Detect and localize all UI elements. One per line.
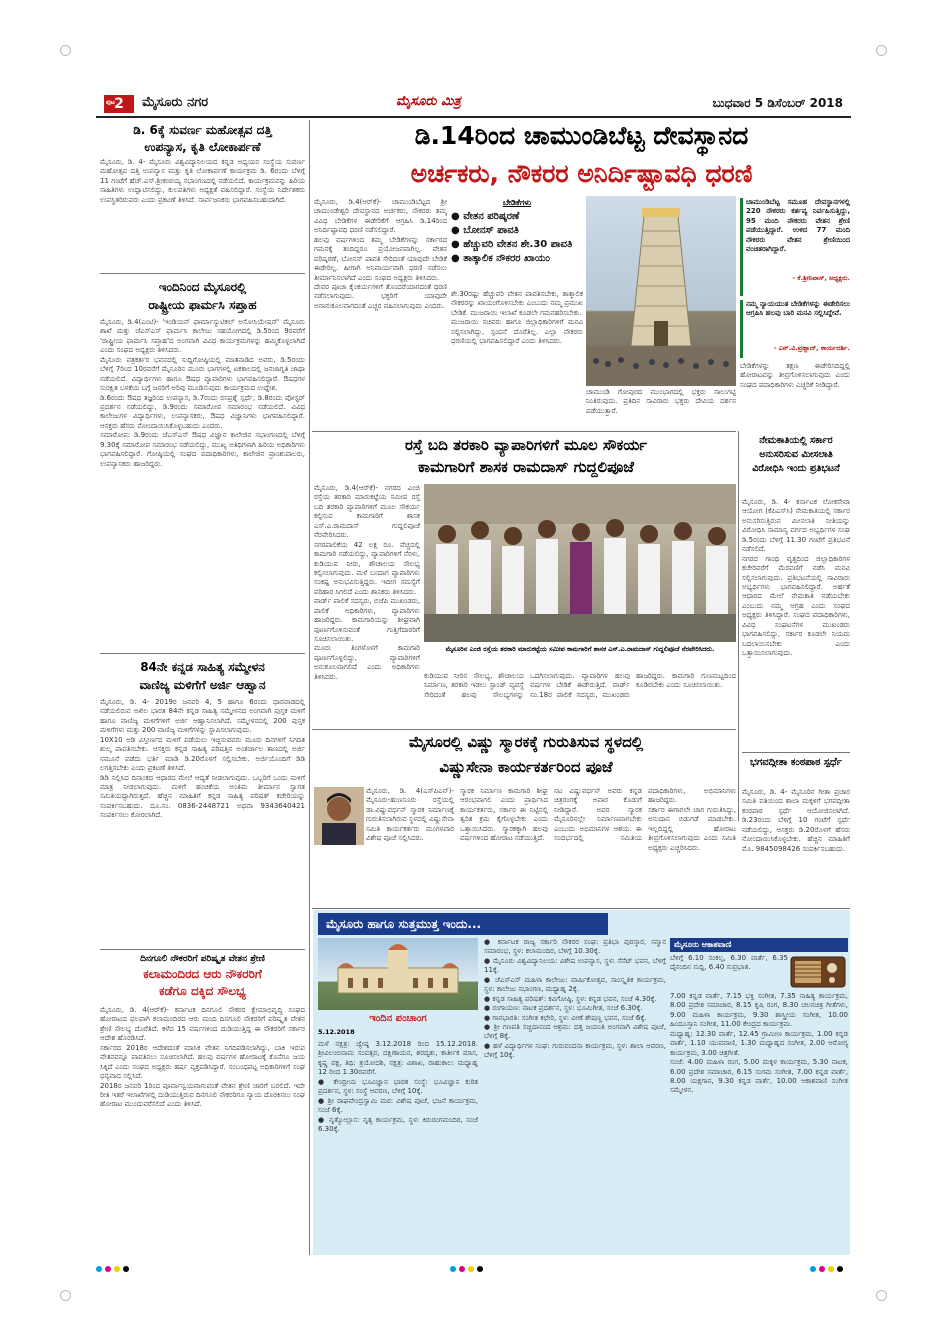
section-title: ಮೈಸೂರು ನಗರ: [142, 95, 209, 110]
divider: [100, 949, 305, 950]
mysore-palace-photo: [318, 938, 478, 1010]
radio-schedule: ಬೆಳಿಗ್ಗೆ 6.10 ಸಂಕಲ್ಪ, 6.30 ವಾರ್ತೆ, 6.35 ದೈನಂದಿನ ಸುದ್ದಿ, 6.40 ಸುಪ್ರಭಾತ.: [670, 954, 788, 972]
demands-box: [451, 198, 583, 286]
crowd-illustration: [424, 484, 736, 642]
temple-gopura-illustration: [586, 196, 736, 386]
story3-headline-1: ಮೈಸೂರಲ್ಲಿ ವಿಷ್ಣು ಸ್ಮಾರಕಕ್ಕೆ ಗುರುತಿಸುವ ಸ್ಥಳದಲ್ಲಿ: [408, 733, 644, 751]
lead-body-col1: ಮೈಸೂರು, ಡಿ.4(ಆರ್‌ಕೆ)- ಚಾಮುಂಡಿಬೆಟ್ಟದ ಶ್ರೀ ಚಾಮುಂಡೇಶ್ವರಿ ದೇವಸ್ಥಾನದ ಅರ್ಚಕರು, ನೌಕರರು ತಮ್ಮ ವಿವಿಧ ಬೇಡಿಕೆಗಳ ಈಡೇರಿಕೆಗೆ ಆಗ್ರಹಿಸಿ ಡಿ.14ರಿಂದ ಅನಿರ್ದಿಷ್ಟಾವಧಿ ಧರಣಿ ನಡೆಸಲಿದ್ದಾರೆ. ಹಲವು ವರ್ಷಗಳಿಂದ ತಮ್ಮ ಬೇಡಿಕೆಗಳನ್ನು ಸರ್ಕಾರದ ಗಮನಕ್ಕೆ ತಂದಿದ್ದರೂ ಪ್ರಯೋಜನವಾಗಿಲ್ಲ. ವೇತನ ಪರಿಷ್ಕರಣೆ, ಬೋನಸ್ ಪಾವತಿ ಸೇರಿದಂತೆ ಯಾವುದೇ ಬೇಡಿಕೆ ಈಡೇರಿಲ್ಲ. ಹೀಗಾಗಿ ಅನಿವಾರ್ಯವಾಗಿ ಧರಣಿ ನಡೆಸಲು ತೀರ್ಮಾನಿಸಲಾಗಿದೆ ಎಂದು ಸಂಘದ ಅಧ್ಯಕ್ಷರು ತಿಳಿಸಿದರು. ದೇವರ ಪೂಜಾ ಕೈಂಕರ್ಯಗಳಿಗೆ ತೊಂದರೆಯಾಗದಂತೆ ಧರಣಿ ನಡೆಸಲಾಗುವುದು. ಭಕ್ತರಿಗೆ ಯಾವುದೇ ಅನಾನುಕೂಲವಾಗದಂತೆ ಎಚ್ಚರ ವಹಿಸಲಾಗುವುದು ಎಂದರು.: [314, 198, 447, 310]
story2-headline-1: ರಸ್ತೆ ಬದಿ ತರಕಾರಿ ವ್ಯಾಪಾರಿಗಳಿಗೆ ಮೂಲ ಸೌಕರ್ಯ: [404, 436, 648, 454]
divider: [100, 653, 305, 654]
radio-header: ಮೈಸೂರು ಆಕಾಶವಾಣಿ: [670, 938, 848, 952]
quote-1-text: ಚಾಮುಂಡಿಬೆಟ್ಟ ಸಮೂಹ ದೇವಸ್ಥಾನಗಳಲ್ಲಿ 220 ನೌಕರರು ಕರ್ತವ್ಯ ನಿರ್ವಹಿಸುತ್ತಿದ್ದು, 95 ಮಂದಿ ನೌಕರರು ವೇತನ ಶ್ರೇಣಿ ಪಡೆಯುತ್ತಿದ್ದಾರೆ. ಉಳಿದ 77 ಮಂದಿ ನೌಕರರು ವೇತನ ಶ್ರೇಣಿಯಿಂದ ವಂಚಿತರಾಗಿದ್ದಾರೆ.: [746, 198, 850, 254]
left-headline-3: 84ನೇ ಕನ್ನಡ ಸಾಹಿತ್ಯ ಸಮ್ಮೇಳನ ವಾಣಿಜ್ಯ ಮಳಿಗೆಗೆ ಅರ್ಜಿ ಆಹ್ವಾನ: [139, 660, 266, 692]
radio-schedule-more: 7.00 ಕನ್ನಡ ವಾರ್ತೆ, 7.15 ಭಕ್ತಿ ಸಂಗೀತ, 7.35 ಸಾಹಿತ್ಯ ಕಾರ್ಯಕ್ರಮ, 8.00 ಪ್ರದೇಶ ಸಮಾಚಾರ, 8.15 ಕೃಷಿ ರಂಗ, 8.30 ಚಲನಚಿತ್ರ ಗೀತೆಗಳು, 9.00 ಮಹಿಳಾ ಕಾರ್ಯಕ್ರಮ, 9.30 ಶಾಸ್ತ್ರೀಯ ಸಂಗೀತ, 10.00 ಹಿಂದೂಸ್ತಾನಿ ಸಂಗೀತ, 11.00 ಕೇಂದ್ರದ ಕಾರ್ಯಕ್ರಮ. ಮಧ್ಯಾಹ್ನ: 12.30 ವಾರ್ತೆ, 12.45 ಗ್ರಾಮೀಣ ಕಾರ್ಯಕ್ರಮ, 1.00 ಕನ್ನಡ ವಾರ್ತೆ, 1.10 ಯುವವಾಣಿ, 1.30 ಮಧ್ಯಾಹ್ನದ ಸಂಗೀತ, 2.00 ಆರೋಗ್ಯ ಕಾರ್ಯಕ್ರಮ, 3.00 ಚಿತ್ರಗೀತೆ. ಸಂಜೆ: 4.00 ಮಹಿಳಾ ರಂಗ, 5.00 ಮಕ್ಕಳ ಕಾರ್ಯಕ್ರಮ, 5.30 ನಾಟಕ, 6.00 ಪ್ರದೇಶ ಸಮಾಚಾರ, 6.15 ಸುಗಮ ಸಂಗೀತ, 7.00 ಕನ್ನಡ ವಾರ್ತೆ, 8.00 ಯಕ್ಷಗಾನ, 9.30 ಕನ್ನಡ ವಾರ್ತೆ, 10.00 ಆಕಾಶವಾಣಿ ಸಂಗೀತ ಸಮ್ಮೇಳನ.: [670, 992, 848, 1095]
lead-headline-2: ಅರ್ಚಕರು, ನೌಕರರ ಅನಿರ್ದಿಷ್ಟಾವಧಿ ಧರಣಿ: [410, 159, 753, 188]
divider: [312, 729, 736, 730]
temple-photo: [586, 196, 736, 386]
radio-icon-graphic: [790, 954, 846, 988]
panchanga-body: ಮಳೆ ನಕ್ಷತ್ರ: ಜ್ಯೇಷ್ಠ 3.12.2018 ರಿಂದ 15.12.2018. ಶ್ರೀವಿಲಂಬಿನಾಮ ಸಂವತ್ಸರ, ದಕ್ಷಿಣಾಯನ, ಶರದೃತು, ಕಾರ್ತೀಕ ಮಾಸ, ಕೃಷ್ಣ ಪಕ್ಷ, ತಿಥಿ: ತ್ರಯೋದಶಿ, ನಕ್ಷತ್ರ: ವಿಶಾಖ, ರಾಹುಕಾಲ: ಮಧ್ಯಾಹ್ನ 12 ರಿಂದ 1.30ರವರೆಗೆ. ● ಕೇಂದ್ರೀಯ ಭೂವಿಜ್ಞಾನ ಭಾರತ ಸಂಸ್ಥೆ: ಭೂವಿಜ್ಞಾನ ಕುರಿತ ಪ್ರದರ್ಶನ, ಸ್ಥಳ: ಸಂಸ್ಥೆ ಆವರಣ, ಬೆಳಿಗ್ಗೆ 10ಕ್ಕೆ. ● ಶ್ರೀ ರಾಘವೇಂದ್ರಸ್ವಾಮಿ ಮಠ: ವಿಶೇಷ ಪೂಜೆ, ಭಜನೆ ಕಾರ್ಯಕ್ರಮ, ಸಂಜೆ 6ಕ್ಕೆ. ● ನೃತ್ಯೋಲ್ಲಾಸ: ನೃತ್ಯ ಕಾರ್ಯಕ್ರಮ, ಸ್ಥಳ: ಕಿರುರಂಗಮಂದಿರ, ಸಂಜೆ 6.30ಕ್ಕೆ.: [318, 1040, 478, 1133]
left-story-1-body: ಮೈಸೂರು, ಡಿ. 4- ಮೈಸೂರು ವಿಶ್ವವಿದ್ಯಾನಿಲಯದ ಕನ್ನಡ ಅಧ್ಯಯನ ಸಂಸ್ಥೆಯ ಸುವರ್ಣ ಮಹೋತ್ಸವ ದತ್ತಿ ಉಪನ್ಯಾಸ ಮತ್ತು ಕೃತಿ ಲೋಕಾರ್ಪಣೆ ಕಾರ್ಯಕ್ರಮ ಡಿ. 6ರಂದು ಬೆಳಿಗ್ಗೆ 11 ಗಂಟೆಗೆ ಹೆಚ್.ಎಸ್.ಶ್ರೀಕಂಠಯ್ಯ ಸಭಾಂಗಣದಲ್ಲಿ ನಡೆಯಲಿದೆ. ಕಾರ್ಯಕ್ರಮವನ್ನು ಹಿರಿಯ ಸಾಹಿತಿಗಳು ಉದ್ಘಾಟಿಸಲಿದ್ದು, ಕುಲಪತಿಗಳು ಅಧ್ಯಕ್ಷತೆ ವಹಿಸಲಿದ್ದಾರೆ. ಸಂಸ್ಥೆಯ ನಿರ್ದೇಶಕರು ಉಪಸ್ಥಿತರಿರುವರು ಎಂದು ಪ್ರಕಟಣೆ ತಿಳಿಸಿದೆ. ಸಾರ್ವಜನಿಕರು ಭಾಗವಹಿಸಬಹುದಾಗಿದೆ.: [100, 158, 305, 204]
radio-icon: [790, 954, 846, 988]
color-swatch: [114, 1266, 120, 1272]
demand-item: ● ಹೆಚ್ಚುವರಿ ವೇತನ ಶೇ.30 ಪಾವತಿ: [451, 239, 573, 251]
story3-body: ಮೈಸೂರು, ಡಿ. 4(ಎಸ್‌ಪಿಎನ್)- ಮೈಸೂರು-ಹುಣಸೂರು ರಸ್ತೆಯಲ್ಲಿ ಡಾ.ವಿಷ್ಣುವರ್ಧನ್ ಸ್ಮಾರಕ ನಿರ್ಮಾಣಕ್ಕೆ ಗುರುತಿಸಲಾಗಿರುವ ಸ್ಥಳದಲ್ಲಿ ವಿಷ್ಣುಸೇನಾ ಸಮಿತಿ ಕಾರ್ಯಕರ್ತರು ಮಂಗಳವಾರ ವಿಶೇಷ ಪೂಜೆ ಸಲ್ಲಿಸಿದರು. ಸ್ಮಾರಕ ನಿರ್ಮಾಣ ಕಾಮಗಾರಿ ಶೀಘ್ರ ಆರಂಭವಾಗಲಿ ಎಂದು ಪ್ರಾರ್ಥಿಸಿದ ಕಾರ್ಯಕರ್ತರು, ಸರ್ಕಾರ ಈ ನಿಟ್ಟಿನಲ್ಲಿ ತ್ವರಿತ ಕ್ರಮ ಕೈಗೊಳ್ಳಬೇಕು ಎಂದು ಒತ್ತಾಯಿಸಿದರು. ಸ್ಮಾರಕಕ್ಕಾಗಿ ಹಲವು ವರ್ಷಗಳಿಂದ ಹೋರಾಟ ನಡೆಯುತ್ತಿದೆ. ನಟ ವಿಷ್ಣುವರ್ಧನ್ ಅವರು ಕನ್ನಡ ಚಿತ್ರರಂಗಕ್ಕೆ ಅಪಾರ ಕೊಡುಗೆ ನೀಡಿದ್ದಾರೆ. ಅವರ ಸ್ಮಾರಕ ಮೈಸೂರಿನಲ್ಲೇ ನಿರ್ಮಾಣವಾಗಬೇಕು ಎಂಬುದು ಅಭಿಮಾನಿಗಳ ಆಶಯ. ಈ ಸಂದರ್ಭದಲ್ಲಿ ಸಮಿತಿಯ ಪದಾಧಿಕಾರಿಗಳು, ಅಭಿಮಾನಿಗಳು ಹಾಜರಿದ್ದರು. ಸರ್ಕಾರ ಈಗಾಗಲೇ ಜಾಗ ಗುರುತಿಸಿದ್ದು, ಅನುದಾನ ಬಿಡುಗಡೆ ಮಾಡಬೇಕು. ಇಲ್ಲದಿದ್ದಲ್ಲಿ ಹೋರಾಟ ತೀವ್ರಗೊಳಿಸಲಾಗುವುದು ಎಂದು ಸಮಿತಿ ಅಧ್ಯಕ್ಷರು ಎಚ್ಚರಿಸಿದರು.: [366, 787, 736, 852]
lead-body-col3: ಚಾಮುಂಡಿ ಗೋಪುರದ ಮುಂಭಾಗದಲ್ಲಿ ಭಕ್ತರು ಸಾಲುಗಟ್ಟಿ ನಿಂತಿರುವುದು. ಪ್ರತಿದಿನ ಸಾವಿರಾರು ಭಕ್ತರು ದೇವಿಯ ದರ್ಶನ ಪಡೆಯುತ್ತಾರೆ.: [586, 388, 736, 415]
divider: [742, 752, 850, 753]
quote-2-text: ನಮ್ಮ ನ್ಯಾಯಯುತ ಬೇಡಿಕೆಗಳನ್ನು ಈಡೇರಿಸಲು ಆಗ್ರಹಿಸಿ ಹಲವು ಬಾರಿ ಮನವಿ ಸಲ್ಲಿಸಿದ್ದೇವೆ.: [746, 300, 850, 318]
right-story-2-body: ಮೈಸೂರು, ಡಿ. 4- ಮೈಸೂರಿನ ಗೀತಾ ಪ್ರಚಾರ ಸಮಿತಿ ವತಿಯಿಂದ ಶಾಲಾ ಮಕ್ಕಳಿಗೆ ಭಗವದ್ಗೀತಾ ಕಂಠಪಾಠ ಸ್ಪರ್ಧೆ ಆಯೋಜಿಸಲಾಗಿದೆ. ಡಿ.23ರಂದು ಬೆಳಿಗ್ಗೆ 10 ಗಂಟೆಗೆ ಸ್ಪರ್ಧೆ ನಡೆಯಲಿದ್ದು, ಆಸಕ್ತರು ಡಿ.20ರೊಳಗೆ ಹೆಸರು ನೋಂದಾಯಿಸಿಕೊಳ್ಳಬೇಕು. ಹೆಚ್ಚಿನ ಮಾಹಿತಿಗೆ ಮೊ. 9845098426 ಸಂಪರ್ಕಿಸಬಹುದು.: [742, 788, 850, 853]
divider: [312, 431, 736, 432]
demands-title: ಬೇಡಿಕೆಗಳು: [502, 198, 532, 207]
color-swatch: [123, 1266, 129, 1272]
registration-mark: [60, 45, 71, 56]
registration-mark: [60, 1290, 71, 1301]
story2-headline-2: ಕಾಮಗಾರಿಗೆ ಶಾಸಕ ರಾಮದಾಸ್ ಗುದ್ದಲಿಪೂಜೆ: [418, 458, 634, 476]
demand-item: ● ವೇತನ ಪರಿಷ್ಕರಣೆ: [451, 211, 520, 223]
header-rule: [96, 116, 851, 118]
portrait-illustration: [314, 787, 364, 845]
demand-item: ● ಬೋನಸ್ ಪಾವತಿ: [451, 225, 519, 237]
color-swatch: [105, 1266, 111, 1272]
registration-mark: [876, 1290, 887, 1301]
color-swatch: [819, 1266, 825, 1272]
left-story-2-body: ಮೈಸೂರು, ಡಿ.4(ಎಂಟಿ)- 'ಇಂಡಿಯನ್ ಫಾರ್ಮಾಸ್ಯುಟಿಕಲ್ ಅಸೋಸಿಯೇಷನ್' ಮೈಸೂರು ಶಾಖೆ ಮತ್ತು ಜೆಎಸ್‌ಎಸ್ ಫಾರ್ಮಸಿ ಕಾಲೇಜು ಸಹಯೋಗದಲ್ಲಿ ಡಿ.5ರಿಂದ 9ರವರೆಗೆ 'ರಾಷ್ಟ್ರೀಯ ಫಾರ್ಮಸಿ ಸಪ್ತಾಹ'ದ ಅಂಗವಾಗಿ ವಿವಿಧ ಕಾರ್ಯಕ್ರಮಗಳನ್ನು ಹಮ್ಮಿಕೊಳ್ಳಲಾಗಿದೆ ಎಂದು ಸಂಘದ ಅಧ್ಯಕ್ಷರು ತಿಳಿಸಿದರು. ಮೈಸೂರು ಪತ್ರಕರ್ತರ ಭವನದಲ್ಲಿ ಸುದ್ದಿಗೋಷ್ಠಿಯಲ್ಲಿ ಮಾತನಾಡಿದ ಅವರು, ಡಿ.5ರಂದು ಬೆಳಿಗ್ಗೆ 7ರಿಂದ 10ರವರೆಗೆ ಮೈಸೂರಿನ ಮೂರು ಭಾಗಗಳಲ್ಲಿ ಏಕಕಾಲದಲ್ಲಿ ಜನಜಾಗೃತಿ ಜಾಥಾ ನಡೆಯಲಿದೆ. ವಿದ್ಯಾರ್ಥಿಗಳು ಹಾಗೂ ಔಷಧ ವ್ಯಾಪಾರಿಗಳು ಭಾಗವಹಿಸಲಿದ್ದಾರೆ. ಔಷಧಗಳ ಸುರಕ್ಷಿತ ಬಳಕೆಯ ಬಗ್ಗೆ ಜನರಿಗೆ ಅರಿವು ಮೂಡಿಸುವುದು ಕಾರ್ಯಕ್ರಮದ ಉದ್ದೇಶ. ಡಿ.6ರಂದು ಔಷಧ ತಜ್ಞರಿಂದ ಉಪನ್ಯಾಸ, ಡಿ.7ರಂದು ರಸಪ್ರಶ್ನೆ ಸ್ಪರ್ಧೆ, ಡಿ.8ರಂದು ಪೋಸ್ಟರ್ ಪ್ರದರ್ಶನ ನಡೆಯಲಿದ್ದು, ಡಿ.9ರಂದು ಸಮಾರೋಪ ಸಮಾರಂಭ ನಡೆಯಲಿದೆ. ವಿವಿಧ ಕಾಲೇಜುಗಳ ವಿದ್ಯಾರ್ಥಿಗಳು, ಉಪನ್ಯಾಸಕರು, ಔಷಧ ವಿಜ್ಞಾನಿಗಳು ಭಾಗವಹಿಸಲಿದ್ದಾರೆ. ಆಸಕ್ತರು ಹೆಸರು ನೋಂದಾಯಿಸಿಕೊಳ್ಳಬಹುದು ಎಂದರು. ಸಮಾರೋಪ: ಡಿ.9ರಂದು ಜೆಎಸ್‌ಎಸ್ ಔಷಧ ವಿಜ್ಞಾನ ಕಾಲೇಜಿನ ಸಭಾಂಗಣದಲ್ಲಿ ಬೆಳಿಗ್ಗೆ 9.30ಕ್ಕೆ ಸಮಾರೋಪ ಸಮಾರಂಭ ನಡೆಯಲಿದ್ದು, ಮುಖ್ಯ ಅತಿಥಿಗಳಾಗಿ ಹಿರಿಯ ಅಧಿಕಾರಿಗಳು ಭಾಗವಹಿಸಲಿದ್ದಾರೆ. ಗೋಷ್ಠಿಯಲ್ಲಿ ಸಂಘದ ಪದಾಧಿಕಾರಿಗಳು, ಕಾಲೇಜಿನ ಪ್ರಾಂಶುಪಾಲರು, ಉಪನ್ಯಾಸಕರು ಹಾಜರಿದ್ದರು.: [100, 318, 305, 468]
color-swatch: [459, 1266, 465, 1272]
demand-item: ● ತಾತ್ಕಾಲಿಕ ನೌಕರರ ಖಾಯಂ: [451, 253, 550, 265]
color-bar-right: [810, 1266, 843, 1272]
page-number-badge: ಪುಟ 2: [104, 95, 134, 113]
lead-body-col2: ಶೇ.30ರಷ್ಟು ಹೆಚ್ಚುವರಿ ವೇತನ ಪಾವತಿಸಬೇಕು, ತಾತ್ಕಾಲಿಕ ನೌಕರರನ್ನು ಖಾಯಂಗೊಳಿಸಬೇಕು ಎಂಬುದು ನಮ್ಮ ಪ್ರಮುಖ ಬೇಡಿಕೆ. ಮುಜರಾಯಿ ಇಲಾಖೆ ಕೂಡಲೇ ಗಮನಹರಿಸಬೇಕು. ಮುಜರಾಯಿ ಸಚಿವರು ಹಾಗೂ ಜಿಲ್ಲಾಧಿಕಾರಿಗಳಿಗೆ ಮನವಿ ಸಲ್ಲಿಸಲಾಗಿದ್ದು, ಸ್ಪಂದನೆ ದೊರೆತಿಲ್ಲ. ಎಲ್ಲಾ ನೌಕರರು ಧರಣಿಯಲ್ಲಿ ಭಾಗವಹಿಸಲಿದ್ದಾರೆ ಎಂದು ತಿಳಿಸಿದರು.: [451, 290, 583, 346]
left-story-3-body: ಮೈಸೂರು, ಡಿ. 4- 2019ರ ಜನವರಿ 4, 5 ಹಾಗೂ 6ರಂದು ಧಾರವಾಡದಲ್ಲಿ ನಡೆಯಲಿರುವ ಅಖಿಲ ಭಾರತ 84ನೇ ಕನ್ನಡ ಸಾಹಿತ್ಯ ಸಮ್ಮೇಳನದ ಅಂಗವಾಗಿ ಪುಸ್ತಕ ಮಳಿಗೆ ಹಾಗೂ ವಾಣಿಜ್ಯ ಮಳಿಗೆಗಳಿಗೆ ಅರ್ಜಿ ಆಹ್ವಾನಿಸಲಾಗಿದೆ. ಸಮ್ಮೇಳನದಲ್ಲಿ 200 ಪುಸ್ತಕ ಮಳಿಗೆಗಳು ಮತ್ತು 200 ವಾಣಿಜ್ಯ ಮಳಿಗೆಗಳನ್ನು ಸ್ಥಾಪಿಸಲಾಗುವುದು. 10X10 ಅಡಿ ವಿಸ್ತೀರ್ಣದ ಮಳಿಗೆ ಪಡೆಯಲು ಇಚ್ಛಿಸುವವರು ಮೂರು ದಿನಗಳಿಗೆ ನಿಗದಿತ ಶುಲ್ಕ ಪಾವತಿಸಬೇಕು. ಆಸಕ್ತರು ಕನ್ನಡ ಸಾಹಿತ್ಯ ಪರಿಷತ್ತಿನ ಅಂತರ್ಜಾಲ ತಾಣದಲ್ಲಿ ಅರ್ಜಿ ನಮೂನೆ ಪಡೆದು ಭರ್ತಿ ಮಾಡಿ ಡಿ.20ರೊಳಗೆ ಸಲ್ಲಿಸಬೇಕು. ಅರ್ಜಿಯೊಂದಿಗೆ ಡಿಡಿ ಲಗತ್ತಿಸಬೇಕು ಎಂದು ಪ್ರಕಟಣೆ ತಿಳಿಸಿದೆ. ಡಿಡಿ ಸಲ್ಲಿಸಿದ ದಿನಾಂಕದ ಆಧಾರದ ಮೇಲೆ ಆದ್ಯತೆ ನೀಡಲಾಗುವುದು. ಒಬ್ಬರಿಗೆ ಒಂದು ಮಳಿಗೆ ಮಾತ್ರ ನೀಡಲಾಗುವುದು. ಮಳಿಗೆ ಹಂಚಿಕೆಯ ಅಂತಿಮ ತೀರ್ಮಾನ ಸ್ವಾಗತ ಸಮಿತಿಯದ್ದಾಗಿರುತ್ತದೆ. ಹೆಚ್ಚಿನ ಮಾಹಿತಿಗೆ ಕನ್ನಡ ಸಾಹಿತ್ಯ ಪರಿಷತ್ ಕಚೇರಿಯನ್ನು ಸಂಪರ್ಕಿಸಬಹುದು. ದೂ.ಸಂ. 0836-2448721 ಅಥವಾ 9343640421 ಸಂಪರ್ಕಿಸಲು ಕೋರಲಾಗಿದೆ.: [100, 698, 305, 820]
groundbreaking-photo: [424, 484, 736, 642]
left-headline-2: ಇಂದಿನಿಂದ ಮೈಸೂರಲ್ಲಿ ರಾಷ್ಟ್ರೀಯ ಫಾರ್ಮಸಿ ಸಪ್ತಾಹ: [148, 280, 257, 312]
right-story-1-body: ಮೈಸೂರು, ಡಿ. 4- ಕರ್ನಾಟಕ ಲೋಕಸೇವಾ ಆಯೋಗ (ಕೆಪಿಎಸ್‌ಸಿ) ನೇಮಕಾತಿಯಲ್ಲಿ ಸರ್ಕಾರ ಅನುಸರಿಸುತ್ತಿರುವ ಮೀಸಲಾತಿ ನೀತಿಯನ್ನು ವಿರೋಧಿಸಿ ಸಾಮಾನ್ಯ ವರ್ಗದ ಅಭ್ಯರ್ಥಿಗಳ ಸಂಘ ಡಿ.5ರಂದು ಬೆಳಿಗ್ಗೆ 11.30 ಗಂಟೆಗೆ ಪ್ರತಿಭಟನೆ ನಡೆಸಲಿದೆ. ನಗರದ ಗಾಂಧಿ ವೃತ್ತದಿಂದ ಜಿಲ್ಲಾಧಿಕಾರಿಗಳ ಕಚೇರಿವರೆಗೆ ಮೆರವಣಿಗೆ ನಡೆಸಿ ಮನವಿ ಸಲ್ಲಿಸಲಾಗುವುದು. ಪ್ರತಿಭಟನೆಯಲ್ಲಿ ಸಾವಿರಾರು ಅಭ್ಯರ್ಥಿಗಳು ಭಾಗವಹಿಸಲಿದ್ದಾರೆ. ಅರ್ಹತೆ ಆಧಾರದ ಮೇಲೆ ನೇಮಕಾತಿ ನಡೆಯಬೇಕು ಎಂಬುದು ನಮ್ಮ ಆಗ್ರಹ ಎಂದು ಸಂಘದ ಅಧ್ಯಕ್ಷರು ತಿಳಿಸಿದ್ದಾರೆ. ಸಂಘದ ಪದಾಧಿಕಾರಿಗಳು, ವಿವಿಧ ಸಂಘಟನೆಗಳ ಮುಖಂಡರು ಭಾಗವಹಿಸಲಿದ್ದು, ಸರ್ಕಾರ ಕೂಡಲೇ ನಿಯಮ ಬದಲಾಯಿಸಬೇಕು ಎಂದು ಒತ್ತಾಯಿಸಲಾಗುವುದು.: [742, 498, 850, 657]
right-headline-2: ಭಗವದ್ಗೀತಾ ಕಂಠಪಾಠ ಸ್ಪರ್ಧೆ: [750, 757, 842, 768]
color-swatch: [468, 1266, 474, 1272]
color-swatch: [828, 1266, 834, 1272]
story2-body-left: ಮೈಸೂರು, ಡಿ.4(ಆರ್‌ಕೆ)- ನಗರದ ಎಂಜಿ ರಸ್ತೆಯ ತರಕಾರಿ ಮಾರುಕಟ್ಟೆಯ ಸಮೀಪ ರಸ್ತೆ ಬದಿ ತರಕಾರಿ ವ್ಯಾಪಾರಿಗಳಿಗೆ ಮೂಲ ಸೌಕರ್ಯ ಕಲ್ಪಿಸುವ ಕಾಮಗಾರಿಗೆ ಶಾಸಕ ಎಸ್.ಎ.ರಾಮದಾಸ್ ಗುದ್ದಲಿಪೂಜೆ ನೆರವೇರಿಸಿದರು. ನಗರಪಾಲಿಕೆಯ 42 ಲಕ್ಷ ರೂ. ವೆಚ್ಚದಲ್ಲಿ ಕಾಮಗಾರಿ ನಡೆಯಲಿದ್ದು, ವ್ಯಾಪಾರಿಗಳಿಗೆ ನೆರಳು, ಕುಡಿಯುವ ನೀರು, ಶೌಚಾಲಯ ಸೌಲಭ್ಯ ಕಲ್ಪಿಸಲಾಗುವುದು. ಮಳೆ ಬಂದಾಗ ವ್ಯಾಪಾರಿಗಳು ಸಂಕಷ್ಟ ಅನುಭವಿಸುತ್ತಿದ್ದರು. ಇದೀಗ ಸಮಸ್ಯೆಗೆ ಪರಿಹಾರ ಸಿಗಲಿದೆ ಎಂದು ಶಾಸಕರು ತಿಳಿಸಿದರು. ವಾರ್ಡ್ ಪಾಲಿಕೆ ಸದಸ್ಯರು, ಬಿಜೆಪಿ ಮುಖಂಡರು, ಪಾಲಿಕೆ ಅಧಿಕಾರಿಗಳು, ವ್ಯಾಪಾರಿಗಳು ಹಾಜರಿದ್ದರು. ಕಾಮಗಾರಿಯನ್ನು ಶೀಘ್ರವಾಗಿ ಪೂರ್ಣಗೊಳಿಸುವಂತೆ ಗುತ್ತಿಗೆದಾರರಿಗೆ ಸೂಚಿಸಲಾಯಿತು. ಮೂರು ತಿಂಗಳೊಳಗೆ ಕಾಮಗಾರಿ ಪೂರ್ಣಗೊಳ್ಳಲಿದ್ದು, ವ್ಯಾಪಾರಿಗಳಿಗೆ ಅನುಕೂಲವಾಗಲಿದೆ ಎಂದು ಅಧಿಕಾರಿಗಳು ತಿಳಿಸಿದರು.: [314, 484, 420, 681]
panchanga-date: 5.12.2018: [318, 1028, 355, 1036]
left-story-4-body: ಮೈಸೂರು, ಡಿ. 4(ಆರ್‌ಕೆ)- ಕರ್ನಾಟಕ ದಿನಗೂಲಿ ನೌಕರರ ಕ್ಷೇಮಾಭಿವೃದ್ಧಿ ಸಂಘದ ಹೋರಾಟದ ಫಲವಾಗಿ ಕಲಾಮಂದಿರದ ಆರು ಮಂದಿ ದಿನಗೂಲಿ ನೌಕರರಿಗೆ ಪರಿಷ್ಕೃತ ವೇತನ ಶ್ರೇಣಿ ಸೌಲಭ್ಯ ದೊರೆತಿದೆ. ಕಳೆದ 15 ವರ್ಷಗಳಿಂದ ದುಡಿಯುತ್ತಿದ್ದ ಈ ನೌಕರರಿಗೆ ಸರ್ಕಾರ ಆದೇಶ ಹೊರಡಿಸಿದೆ. ಸರ್ಕಾರದ 2018ರ ಆದೇಶದಂತೆ ಮಾಸಿಕ ವೇತನ ನಿಗದಿಪಡಿಸಲಾಗಿದ್ದು, ಬಾಕಿ ಇರುವ ವೇತನವನ್ನೂ ಪಾವತಿಸಲು ಸೂಚಿಸಲಾಗಿದೆ. ಹಲವು ವರ್ಷಗಳ ಹೋರಾಟಕ್ಕೆ ಕೊನೆಗೂ ಜಯ ಸಿಕ್ಕಿದೆ ಎಂದು ಸಂಘದ ಅಧ್ಯಕ್ಷರು ಹರ್ಷ ವ್ಯಕ್ತಪಡಿಸಿದ್ದಾರೆ. ಸಂಬಂಧಪಟ್ಟ ಅಧಿಕಾರಿಗಳಿಗೆ ಸಂಘ ಧನ್ಯವಾದ ಸಲ್ಲಿಸಿದೆ. 2018ರ ಜನವರಿ 1ರಿಂದ ಪೂರ್ವಾನ್ವಯವಾಗುವಂತೆ ವೇತನ ಶ್ರೇಣಿ ಜಾರಿಗೆ ಬರಲಿದೆ. ಇದೇ ರೀತಿ ಇತರೆ ಇಲಾಖೆಗಳಲ್ಲಿ ದುಡಿಯುತ್ತಿರುವ ದಿನಗೂಲಿ ನೌಕರರಿಗೂ ನ್ಯಾಯ ದೊರಕಿಸಲು ಸಂಘ ಹೋರಾಟ ಮುಂದುವರೆಸಲಿದೆ ಎಂದು ತಿಳಿಸಿದೆ.: [100, 1006, 305, 1109]
issue-date: ಬುಧವಾರ 5 ಡಿಸೆಂಬರ್ 2018: [712, 96, 843, 110]
lead-headline-1: ಡಿ.14ರಿಂದ ಚಾಮುಂಡಿಬೆಟ್ಟ ದೇವಸ್ಥಾನದ: [414, 121, 749, 150]
groundbreaking-photo-caption: ಮೈಸೂರಿನ ಎಂಜಿ ರಸ್ತೆಯ ತರಕಾರಿ ಮಾರುಕಟ್ಟೆಯ ಸಮೀಪ ಕಾಮಗಾರಿಗೆ ಶಾಸಕ ಎಸ್.ಎ.ರಾಮದಾಸ್ ಗುದ್ದಲಿಪೂಜೆ ನೆರವೇರಿಸಿದರು.: [445, 645, 715, 653]
page-header: [96, 92, 851, 116]
right-headline-1: ನೇಮಕಾತಿಯಲ್ಲಿ ಸರ್ಕಾರ ಅನುಸರಿಸುವ ಮೀಸಲಾತಿ ವಿರೋಧಿಸಿ ಇಂದು ಪ್ರತಿಭಟನೆ: [752, 435, 840, 474]
left-headline-1: ಡಿ. 6ಕ್ಕೆ ಸುವರ್ಣ ಮಹೋತ್ಸವ ದತ್ತಿ ಉಪನ್ಯಾಸ, ಕೃತಿ ಲೋಕಾರ್ಪಣೆ: [133, 123, 272, 154]
story2-body-right: ಕುಡಿಯುವ ನೀರಿನ ಸೌಲಭ್ಯ, ಶೌಚಾಲಯ ನಿರ್ಮಾಣ, ತರಕಾರಿ ಇಡಲು ಸ್ಟಾಂಡ್ ವ್ಯವಸ್ಥೆ ಸೇರಿದಂತೆ ಹಲವು ಸೌಲಭ್ಯಗಳನ್ನು ಒದಗಿಸಲಾಗುವುದು. ವ್ಯಾಪಾರಿಗಳ ಹಲವು ವರ್ಷಗಳ ಬೇಡಿಕೆ ಈಡೇರುತ್ತಿದೆ. ವಾರ್ಡ್ ನಂ.18ರ ಪಾಲಿಕೆ ಸದಸ್ಯರು, ಮುಖಂಡರು ಹಾಜರಿದ್ದರು. ಕಾಮಗಾರಿ ಗುಣಮಟ್ಟದಿಂದ ಕೂಡಿರಬೇಕು ಎಂದು ಸೂಚಿಸಲಾಯಿತು.: [424, 672, 736, 699]
divider: [312, 908, 850, 909]
quote-1-attribution: - ಕೆ.ಶ್ರೀನಿವಾಸ್, ಅಧ್ಯಕ್ಷರು.: [792, 274, 850, 282]
quote-2-attribution: - ಎನ್.ವಿ.ಪ್ರಹ್ಲಾದ್, ಕಾರ್ಯದರ್ಶಿ.: [773, 344, 850, 352]
color-bar-center: [450, 1266, 483, 1272]
masthead-logo: ಮೈಸೂರು ಮಿತ್ರ: [396, 94, 461, 109]
color-swatch: [96, 1266, 102, 1272]
column-rule: [309, 120, 310, 1255]
palace-illustration: [318, 938, 478, 1010]
divider: [100, 273, 305, 274]
events-column: ● ಕರ್ನಾಟಕ ರಾಜ್ಯ ಸರ್ಕಾರಿ ನೌಕರರ ಸಂಘ: ಪ್ರತಿಭಾ ಪುರಸ್ಕಾರ, ಸನ್ಮಾನ ಸಮಾರಂಭ, ಸ್ಥಳ: ಕಲಾಮಂದಿರ, ಬೆಳಿಗ್ಗೆ 10.30ಕ್ಕೆ. ● ಮೈಸೂರು ವಿಶ್ವವಿದ್ಯಾನಿಲಯ: ವಿಶೇಷ ಉಪನ್ಯಾಸ, ಸ್ಥಳ: ಸೆನೆಟ್ ಭವನ, ಬೆಳಿಗ್ಗೆ 11ಕ್ಕೆ. ● ಜೆಎಸ್‌ಎಸ್ ಮಹಿಳಾ ಕಾಲೇಜು: ವಾರ್ಷಿಕೋತ್ಸವ, ಸಾಂಸ್ಕೃತಿಕ ಕಾರ್ಯಕ್ರಮ, ಸ್ಥಳ: ಕಾಲೇಜು ಸಭಾಂಗಣ, ಮಧ್ಯಾಹ್ನ 2ಕ್ಕೆ. ● ಕನ್ನಡ ಸಾಹಿತ್ಯ ಪರಿಷತ್: ಕವಿಗೋಷ್ಠಿ, ಸ್ಥಳ: ಕನ್ನಡ ಭವನ, ಸಂಜೆ 4.30ಕ್ಕೆ. ● ರಂಗಾಯಣ: ನಾಟಕ ಪ್ರದರ್ಶನ, ಸ್ಥಳ: ಭೂಮಿಗೀತ, ಸಂಜೆ 6.30ಕ್ಕೆ. ● ಗಾನಭಾರತಿ: ಸಂಗೀತ ಕಛೇರಿ, ಸ್ಥಳ: ವೀಣೆ ಶೇಷಣ್ಣ ಭವನ, ಸಂಜೆ 6ಕ್ಕೆ. ● ಶ್ರೀ ಗಣಪತಿ ಸಚ್ಚಿದಾನಂದ ಆಶ್ರಮ: ದತ್ತ ಜಯಂತಿ ಅಂಗವಾಗಿ ವಿಶೇಷ ಪೂಜೆ, ಬೆಳಿಗ್ಗೆ 8ಕ್ಕೆ. ● ಹಳೆ ವಿದ್ಯಾರ್ಥಿಗಳ ಸಂಘ: ಗುರುವಂದನಾ ಕಾರ್ಯಕ್ರಮ, ಸ್ಥಳ: ಶಾಲಾ ಆವರಣ, ಬೆಳಿಗ್ಗೆ 10ಕ್ಕೆ.: [484, 938, 666, 1060]
color-bar-left: [96, 1266, 129, 1272]
color-swatch: [477, 1266, 483, 1272]
story3-headline-2: ವಿಷ್ಣುಸೇನಾ ಕಾರ್ಯಕರ್ತರಿಂದ ಪೂಜೆ: [439, 758, 613, 776]
registration-mark: [876, 45, 887, 56]
left-headline-4: ದಿನಗೂಲಿ ನೌಕರರಿಗೆ ಪರಿಷ್ಕೃತ ವೇತನ ಶ್ರೇಣಿ ಕಲಾಮಂದಿರದ ಆರು ನೌಕರರಿಗೆ ಕಡೆಗೂ ದಕ್ಕಿದ ಸೌಲಭ್ಯ: [140, 954, 265, 998]
lead-body-col4: ಬೇಡಿಕೆಗಳನ್ನು ತಕ್ಷಣ ಈಡೇರಿಸದಿದ್ದಲ್ಲಿ ಹೋರಾಟವನ್ನು ತೀವ್ರಗೊಳಿಸಲಾಗುವುದು ಎಂದು ಸಂಘದ ಪದಾಧಿಕಾರಿಗಳು ಎಚ್ಚರಿಕೆ ನೀಡಿದ್ದಾರೆ.: [740, 362, 850, 389]
quote-box-1: [740, 198, 850, 296]
color-swatch: [810, 1266, 816, 1272]
color-swatch: [450, 1266, 456, 1272]
quote-box-2: [740, 300, 850, 358]
color-swatch: [837, 1266, 843, 1272]
panchanga-title: ಇಂದಿನ ಪಂಚಾಂಗ: [369, 1013, 427, 1024]
column-rule: [738, 431, 739, 821]
today-banner: ಮೈಸೂರು ಹಾಗೂ ಸುತ್ತಮುತ್ತ ಇಂದು...: [318, 913, 608, 935]
vishnuvardhan-portrait: [314, 787, 364, 845]
